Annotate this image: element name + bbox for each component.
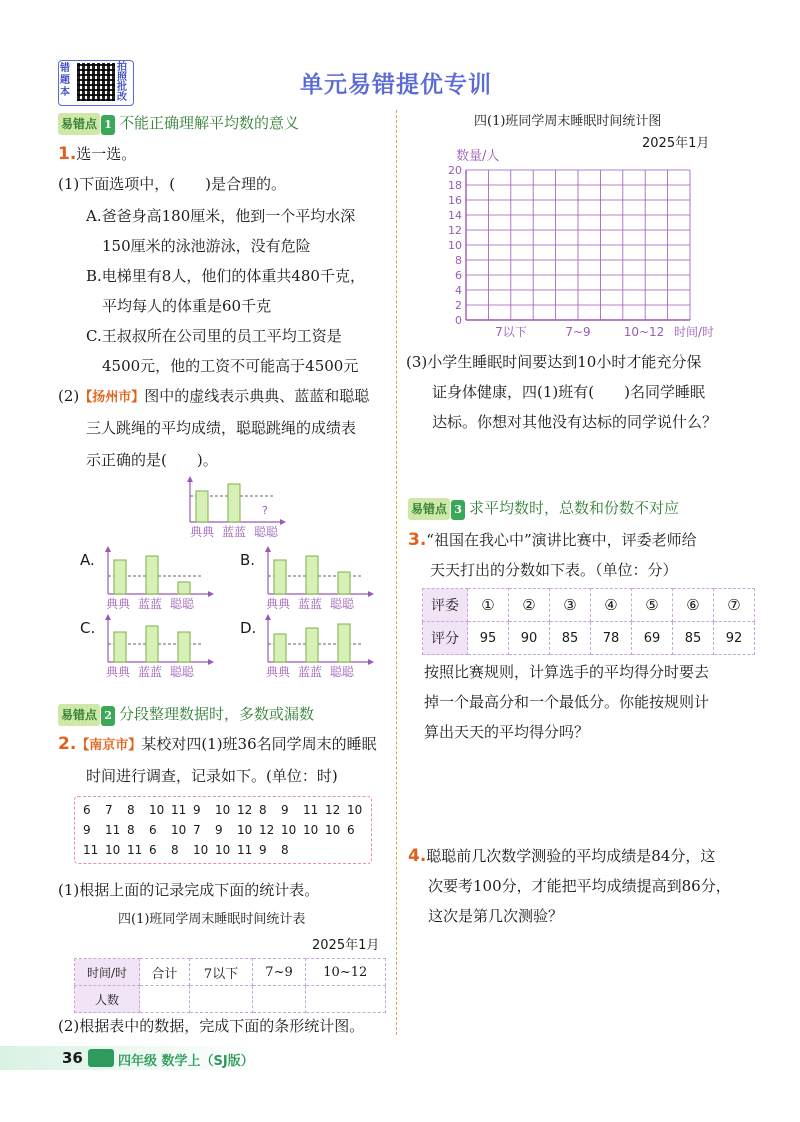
footer-book: 四年级 数学上（SJ版） [118,1054,254,1069]
q3-line2: 天天打出的分数如下表。（单位：分） [430,561,678,579]
data-value: 10 [171,823,187,837]
graph-title: 四(1)班同学周末睡眠时间统计图 [474,114,662,129]
data-value: 9 [259,843,267,857]
th-0: 时间/时 [75,959,140,986]
score-3: 78 [591,622,632,655]
option-3-name-0: 典典 [266,665,291,679]
qr-badge[interactable] [58,60,134,106]
q2-stat-table [74,958,386,1013]
data-value: 9 [83,823,91,837]
q2-table-title: 四(1)班同学周末睡眠时间统计表 [118,912,306,927]
option-1-bar-0 [274,560,286,594]
cell-7to9[interactable] [253,986,305,1013]
option-2-bar-2 [178,632,190,662]
q4-line3: 这次是第几次测验？ [428,907,564,925]
ytick-0: 0 [455,314,462,327]
score-0: 95 [468,622,509,655]
score-1: 90 [509,622,550,655]
tag-2-label: 易错点 [58,704,100,726]
option-0-bar-2 [178,582,190,594]
data-value: 10 [215,803,231,817]
data-value: 6 [149,843,157,857]
q3-score-table [422,588,755,655]
option-3-bar-0 [274,634,286,662]
option-1-bar-2 [338,572,350,594]
q1-number: 1. [58,144,77,164]
judge-1: ② [509,589,550,622]
ytick-2: 4 [455,284,462,297]
ytick-3: 6 [455,269,462,282]
option-3-name-2: 聪聪 [330,665,355,679]
q2-part2: (2)根据表中的数据，完成下面的条形统计图。 [58,1017,365,1035]
data-value: 8 [171,843,179,857]
option-2-bar-1 [146,626,158,662]
table-row [75,986,386,1013]
q1-option-b2: 平均每人的体重是60千克 [102,297,272,315]
q1-part2-line3: 示正确的是( )。 [86,451,218,469]
data-value: 10 [193,843,209,857]
q2-line2: 时间进行调查，记录如下。(单位：时) [86,767,338,785]
data-value: 11 [127,843,143,857]
q1-title: 选一选。 [76,145,137,163]
option-3-bar-2 [338,624,350,662]
row-label: 人数 [75,986,140,1013]
ref-bar-diandian [196,491,208,522]
q2-text1: 某校对四(1)班36名同学周末的睡眠 [141,735,377,753]
q1-option-c2: 4500元，他的工资不可能高于4500元 [102,357,359,375]
data-value: 8 [127,803,135,817]
option-chart-2 [102,614,222,680]
judges-label: 评委 [423,589,468,622]
tag-2-num: 2 [101,706,115,726]
th-4: 10~12 [305,959,385,986]
data-value: 11 [105,823,121,837]
graph-ylabel: 数量/人 [456,149,500,164]
cell-10to12[interactable] [305,986,385,1013]
option-0-name-0: 典典 [106,597,131,611]
judge-4: ⑤ [632,589,673,622]
q1-option-c1: C.王叔叔所在公司里的员工平均工资是 [86,327,342,345]
data-value: 11 [171,803,187,817]
data-value: 7 [105,803,113,817]
q1-option-a2: 150厘米的泳池游泳，没有危险 [102,237,311,255]
ref-name-0: 典典 [190,525,215,539]
tag-1-label: 易错点 [58,113,100,135]
data-value: 11 [237,843,253,857]
q1-part2-prefix: (2) [58,387,80,405]
q3-line1 [408,530,697,550]
tag-1-title: 不能正确理解平均数的意义 [119,114,300,132]
q4-line2: 次要考100分，才能把平均成绩提高到86分， [428,877,731,895]
q1-part2-line1 [58,386,369,408]
data-value: 8 [127,823,135,837]
cell-total[interactable] [140,986,190,1013]
tag-3 [408,498,679,520]
option-1-name-1: 蓝蓝 [298,597,323,611]
tag-3-num: 3 [451,500,465,520]
table-row [75,959,386,986]
option-label-2[interactable]: C. [80,619,96,637]
sleep-bar-graph-grid [420,142,730,346]
q1-heading [58,144,136,164]
q1-option-b1: B.电梯里有8人，他们的体重共480千克， [86,267,365,285]
badge-right-label: 拍照批改 [117,62,127,103]
data-value: 6 [83,803,91,817]
data-value: 9 [193,803,201,817]
tag-2 [58,704,314,726]
ytick-1: 2 [455,299,462,312]
q2-part3-line3: 达标。你想对其他没有达标的同学说什么？ [432,413,718,431]
q4-text1: 聪聪前几次数学测验的平均成绩是84分，这 [426,847,716,865]
q1-region: 【扬州市】 [79,390,145,405]
q2-line1 [58,734,377,756]
data-value: 6 [347,823,355,837]
data-value: 10 [281,823,297,837]
option-1-bar-1 [306,556,318,594]
option-label-1[interactable]: B. [240,551,256,569]
q1-part2-line2: 三人跳绳的平均成绩，聪聪跳绳的成绩表 [86,419,357,437]
tag-3-title: 求平均数时，总数和份数不对应 [469,499,680,517]
th-1: 合计 [140,959,190,986]
th-3: 7~9 [253,959,305,986]
q3-number: 3. [408,530,427,550]
ytick-4: 8 [455,254,462,267]
judge-0: ① [468,589,509,622]
option-chart-1 [262,546,382,612]
data-value: 11 [303,803,319,817]
data-value: 10 [105,843,121,857]
option-0-bar-1 [146,556,158,594]
tag-2-title: 分段整理数据时，多数或漏数 [119,705,315,723]
ref-name-2: 聪聪 [254,525,279,539]
q2-part3-line1: (3)小学生睡眠时间要达到10小时才能充分保 [406,353,702,371]
data-value: 8 [259,803,267,817]
page-title: 单元易错提优专训 [300,72,492,98]
ref-bar-lanlan [228,484,240,522]
option-0-name-1: 蓝蓝 [138,597,163,611]
data-row-0 [83,803,369,817]
qr-code-icon [77,63,115,101]
tag-1-num: 1 [101,115,115,135]
option-2-name-0: 典典 [106,665,131,679]
graph-xlabel: 时间/时 [674,325,715,339]
q4-number: 4. [408,846,427,866]
option-0-name-2: 聪聪 [170,597,195,611]
judge-5: ⑥ [673,589,714,622]
scores-label: 评分 [423,622,468,655]
score-5: 85 [673,622,714,655]
q2-number: 2. [58,734,77,754]
data-value: 10 [215,843,231,857]
judge-6: ⑦ [714,589,755,622]
option-2-name-1: 蓝蓝 [138,665,163,679]
tag-1 [58,113,299,135]
ytick-8: 16 [448,194,462,207]
q1-part1: (1)下面选项中，( )是合理的。 [58,175,286,193]
score-6: 92 [714,622,755,655]
footer-logo-icon [88,1049,114,1067]
data-value: 10 [303,823,319,837]
xcat-0: 7以下 [495,325,527,339]
column-divider [396,110,397,1035]
tag-3-label: 易错点 [408,498,450,520]
score-4: 69 [632,622,673,655]
xcat-2: 10~12 [623,325,665,339]
badge-left-label: 错题本 [60,63,70,98]
q3-text1: “祖国在我心中”演讲比赛中，评委老师给 [426,531,697,549]
judge-2: ③ [550,589,591,622]
data-value: 10 [347,803,363,817]
data-value: 12 [237,803,253,817]
q2-region: 【南京市】 [76,738,142,753]
ytick-10: 20 [448,164,462,177]
data-value: 12 [325,803,341,817]
q2-table-date: 2025年1月 [312,938,380,953]
data-value: 6 [149,823,157,837]
ytick-7: 14 [448,209,462,222]
option-3-name-1: 蓝蓝 [298,665,323,679]
q3-line5: 算出天天的平均得分吗？ [424,723,590,741]
xcat-1: 7~9 [565,325,591,339]
data-value: 9 [215,823,223,837]
data-row-1 [83,823,369,837]
graph-date: 2025年1月 [642,136,710,151]
ytick-5: 10 [448,239,462,252]
q3-line4: 掉一个最高分和一个最低分。你能按规则计 [424,693,710,711]
cell-under7[interactable] [189,986,253,1013]
q2-part1: (1)根据上面的记录完成下面的统计表。 [58,881,320,899]
q4-line1 [408,846,715,866]
option-chart-3 [262,614,382,680]
data-value: 10 [237,823,253,837]
option-3-bar-1 [306,628,318,662]
judge-3: ④ [591,589,632,622]
q3-line3: 按照比赛规则，计算选手的平均得分时要去 [424,663,710,681]
data-value: 11 [83,843,99,857]
option-label-0[interactable]: A. [80,551,95,569]
footer-page-number: 36 [62,1049,83,1067]
q2-data-box [74,796,372,864]
data-value: 10 [325,823,341,837]
q2-part3-line2: 证身体健康，四(1)班有( )名同学睡眠 [432,383,705,401]
data-row-2 [83,843,303,857]
q1-reference-chart [182,476,292,540]
data-value: 8 [281,843,289,857]
table-row [423,622,755,655]
data-value: 12 [259,823,275,837]
option-0-bar-0 [114,560,126,594]
q1-part2-text: 图中的虚线表示典典、蓝蓝和聪聪 [144,387,370,405]
data-value: 10 [149,803,165,817]
option-label-3[interactable]: D. [240,619,257,637]
table-row [423,589,755,622]
option-2-name-2: 聪聪 [170,665,195,679]
data-value: 7 [193,823,201,837]
option-1-name-0: 典典 [266,597,291,611]
ref-name-1: 蓝蓝 [222,525,247,539]
option-2-bar-0 [114,632,126,662]
data-value: 9 [281,803,289,817]
ytick-9: 18 [448,179,462,192]
th-2: 7以下 [189,959,253,986]
score-2: 85 [550,622,591,655]
ref-question-mark: ? [262,504,268,517]
option-chart-0 [102,546,222,612]
ytick-6: 12 [448,224,462,237]
option-1-name-2: 聪聪 [330,597,355,611]
q1-option-a1: A.爸爸身高180厘米，他到一个平均水深 [86,207,356,225]
